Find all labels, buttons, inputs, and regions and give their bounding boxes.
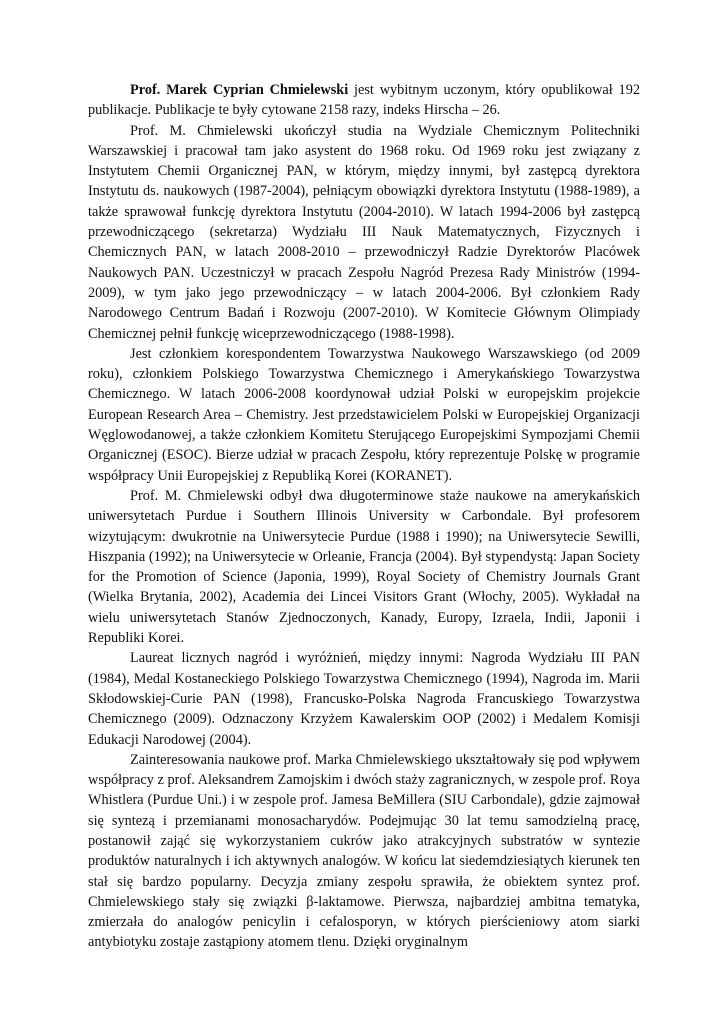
paragraph-intro [88,80,640,121]
subject-name: Prof. Marek Cyprian Chmielewski [130,82,349,98]
paragraph-research: Zainteresowania naukowe prof. Marka Chmielewskiego ukształtowały się pod wpływem współpracy z prof. Aleksandrem Zamojskim i dwóch staży zagranicznych, w zespole prof. Roya Whistlera (Purdue Uni.) i w zespole prof. Jamesa BeMillera (SIU Carbondale), gdzie zajmował się syntezą i przemianami monosacharydów. Podejmując 30 lat temu samodzielną pracę, postanowił zająć się wykorzystaniem cukrów jako atrakcyjnych substratów w syntezie produktów naturalnych i ich aktywnych analogów. W końcu lat siedemdziesiątych kierunek ten stał się bardzo popularny. Decyzja zmiany zespołu sprawiła, że obiektem syntez prof. Chmielewskiego stały się związki β-laktamowe. Pierwsza, najbardziej ambitna tematyka, zmierzała do analogów penicylin i cefalosporyn, w których pierścieniowy atom siarki antybiotyku zostaje zastąpiony atomem tlenu. Dzięki oryginalnym [88,751,640,951]
paragraph-international: Prof. M. Chmielewski odbył dwa długoterminowe staże naukowe na amerykańskich uniwersytetach Purdue i Southern Illinois University w Carbondale. Był profesorem wizytującym: dwukrotnie na Uniwersytecie Purdue (1988 i 1990); na Uniwersytecie Sewilli, Hiszpania (1992); na Uniwersytecie w Orleanie, Francja (2004). Był stypendystą: Japan Society for the Promotion of Science (Japonia, 1999), Royal Society of Chemistry Journals Grant (Wielka Brytania, 2002), Academia dei Lincei Visitors Grant (Włochy, 2005). Wykładał na wielu uniwersytetach Stanów Zjednoczonych, Kanady, Europy, Izraela, Indii, Japonii i Republiki Korei. [88,487,640,647]
document-body [88,80,640,953]
paragraph-awards: Laureat licznych nagród i wyróżnień, między innymi: Nagroda Wydziału III PAN (1984), Medal Kostaneckiego Polskiego Towarzystwa Chemicznego (1994), Nagroda im. Marii Skłodowskiej-Curie PAN (1998), Francusko-Polska Nagroda Francuskiego Towarzystwa Chemicznego (2009). Odznaczony Krzyżem Kawalerskim OOP (2002) i Medalem Komisji Edukacji Narodowej (2004). [88,650,640,748]
paragraph-intro-text: jest wybitnym uczonym, który opublikował 192 publikacje. Publikacje te były cytowane 2158 razy, indeks Hirscha – 26. [88,82,640,119]
paragraph-career: Prof. M. Chmielewski ukończył studia na Wydziale Chemicznym Politechniki Warszawskiej i pracował tam jako asystent do 1968 roku. Od 1969 roku jest związany z Instytutem Chemii Organicznej PAN, w którym, między innymi, był zastępcą dyrektora Instytutu ds. naukowych (1987-2004), pełniącym obowiązki dyrektora Instytutu (1988-1989), a także sprawował funkcję dyrektora Instytutu (2004-2010). W latach 1994-2006 był zastępcą przewodniczącego (sekretarza) Wydziału III Nauk Matematycznych, Fizycznych i Chemicznych PAN, w latach 2008-2010 – przewodniczył Radzie Dyrektorów Placówek Naukowych PAN. Uczestniczył w pracach Zespołu Nagród Prezesa Rady Ministrów (1994-2009), w tym jako jego przewodniczący – w latach 2004-2006. Był członkiem Rady Narodowego Centrum Badań i Rozwoju (2007-2010). W Komitecie Głównym Olimpiady Chemicznej pełnił funkcję wiceprzewodniczącego (1988-1998). [88,122,640,342]
paragraph-memberships: Jest członkiem korespondentem Towarzystwa Naukowego Warszawskiego (od 2009 roku), członkiem Polskiego Towarzystwa Chemicznego i Amerykańskiego Towarzystwa Chemicznego. W latach 2006-2008 koordynował udział Polski w europejskim projekcie European Research Area – Chemistry. Jest przedstawicielem Polski w Europejskiej Organizacji Węglowodanowej, a także członkiem Komitetu Sterującego Europejskimi Sympozjami Chemii Organicznej (ESOC). Bierze udział w pracach Zespołu, który reprezentuje Polskę w programie współpracy Unii Europejskiej z Republiką Korei (KORANET). [88,345,640,484]
